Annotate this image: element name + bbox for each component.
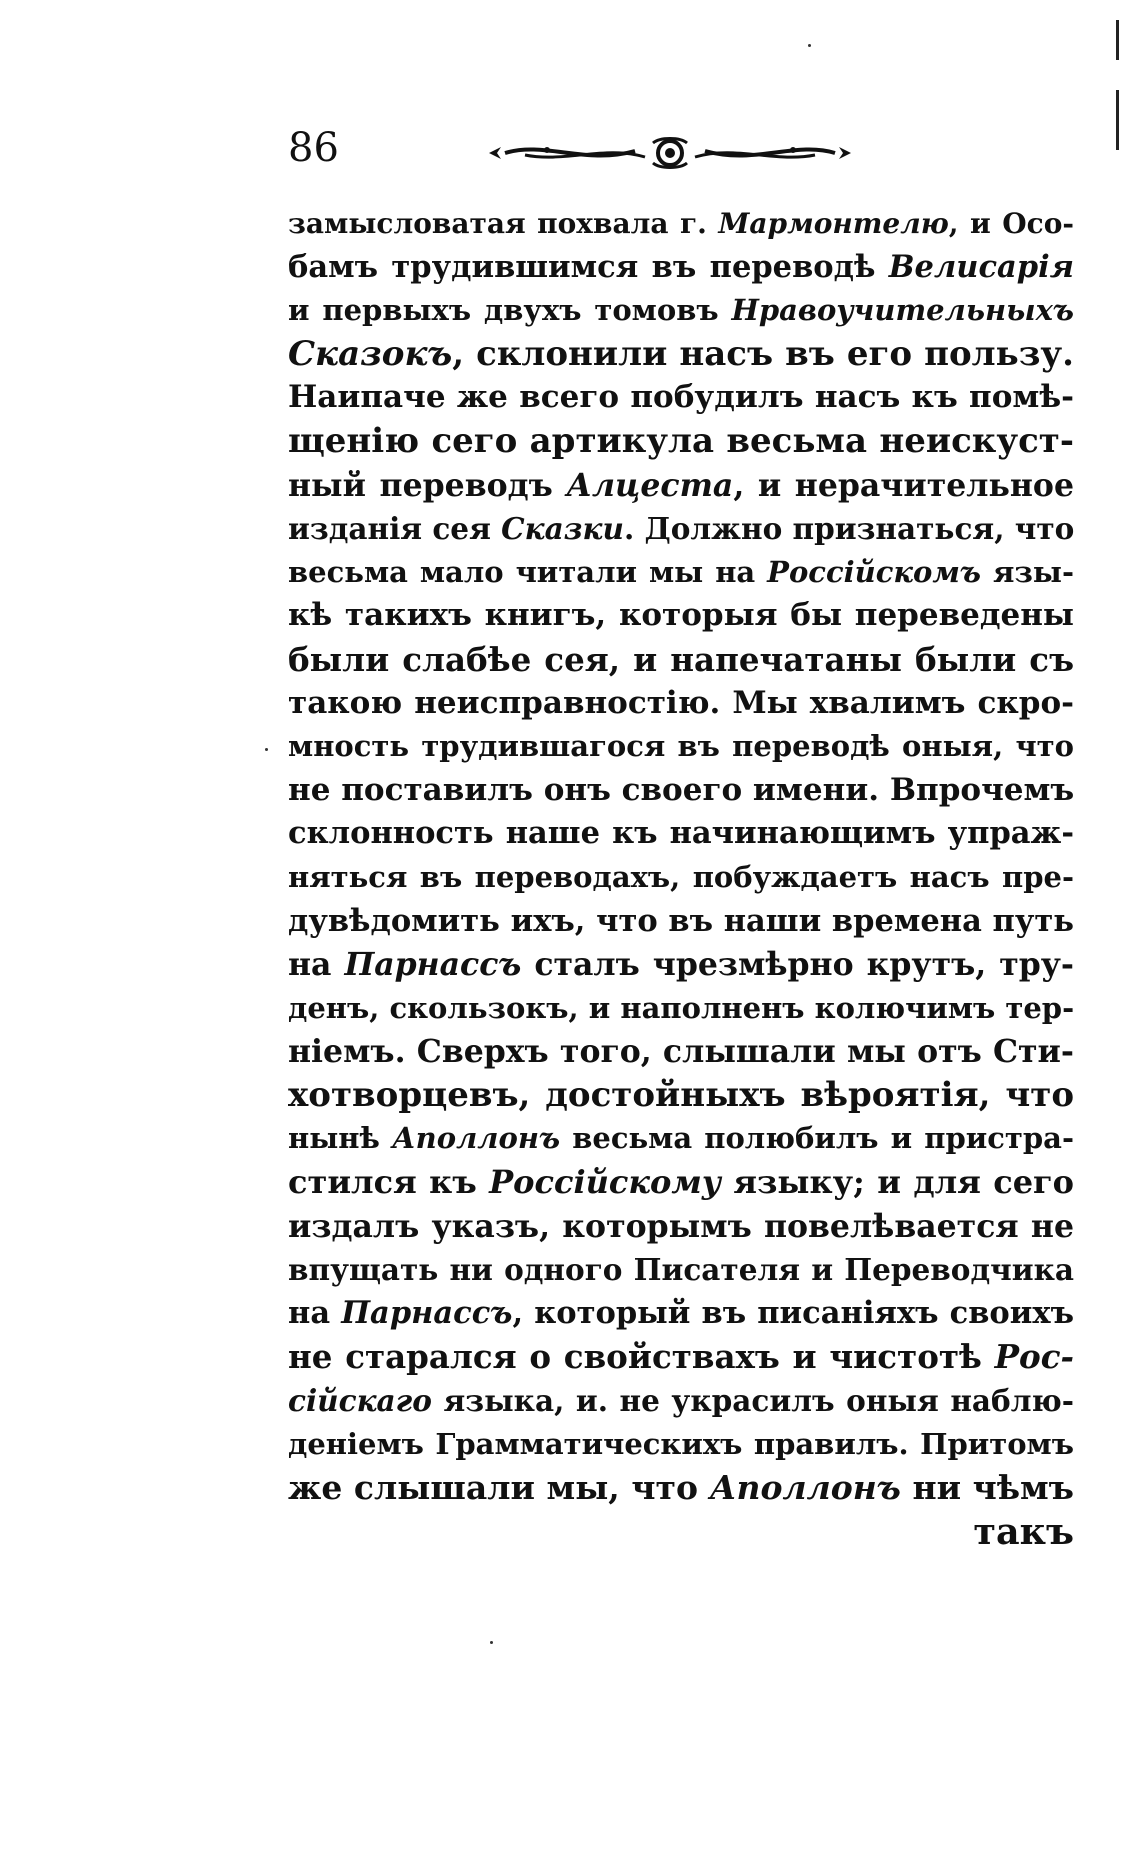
text-run: ніемъ. Сверхъ того, слышали мы отъ Сти-: [288, 1033, 1074, 1071]
text-line: [288, 1248, 1074, 1292]
text-run: мность трудившагося въ переводѣ оныя, что: [288, 729, 1074, 764]
text-run: Наипаче же всего побудилъ насъ къ помѣ-: [288, 379, 1074, 416]
italic-name: Россійскомъ: [767, 554, 982, 589]
italic-name: Аполлонъ: [392, 1121, 561, 1156]
text-run: такою неисправностію. Мы хвалимъ скро-: [288, 684, 1074, 721]
text-line: [288, 464, 1074, 508]
text-line: [288, 812, 1074, 856]
text-line: [288, 638, 1074, 682]
italic-name: Мармонтелю: [718, 207, 949, 240]
text-run: бамъ трудившимся въ переводѣ: [288, 248, 889, 285]
text-run: нынѣ: [288, 1121, 393, 1156]
text-line: [288, 725, 1074, 769]
text-run: такъ: [973, 1509, 1074, 1553]
text-run: , склонили насъ въ его пользу.: [452, 333, 1074, 374]
text-run: изданія сея: [288, 511, 502, 547]
text-run: стился къ: [288, 1163, 490, 1202]
text-line: [288, 202, 1074, 246]
italic-name: Велисарія: [888, 248, 1074, 285]
text-run: склонность наше къ начинающимъ упраж-: [288, 815, 1074, 852]
page-number: 86: [288, 125, 339, 171]
italic-name: Парнассъ: [341, 1294, 513, 1331]
text-run: , и Осо-: [948, 207, 1075, 240]
text-line: [288, 943, 1074, 987]
italic-name: Сказокъ: [288, 333, 453, 374]
text-line: [288, 289, 1074, 333]
text-line: [288, 1335, 1074, 1379]
text-line: [288, 1205, 1074, 1249]
text-run: же слышали мы, что: [288, 1468, 710, 1508]
text-line: [288, 246, 1074, 290]
text-run: замысловатая похвала г.: [288, 207, 719, 240]
text-run: ни чѣмъ: [900, 1468, 1075, 1508]
italic-name: Алцеста: [566, 466, 734, 504]
italic-name: Нравоучительныхъ: [731, 293, 1074, 328]
text-run: язы-: [981, 554, 1074, 589]
text-run: кѣ такихъ книгъ, которыя бы переведены: [288, 597, 1074, 634]
text-line: [288, 1030, 1074, 1074]
italic-name: сійскаго: [288, 1383, 432, 1419]
ornament-divider-icon: [485, 135, 855, 171]
text-run: . Должно признаться, что: [623, 511, 1075, 547]
italic-name: Рос-: [994, 1337, 1074, 1377]
italic-name: Парнассъ: [344, 946, 522, 984]
text-run: дувѣдомить ихъ, что въ наши времена путь: [288, 902, 1074, 939]
text-line: [288, 1117, 1074, 1161]
text-run: и первыхъ двухъ томовъ: [288, 293, 732, 328]
text-line: [288, 376, 1074, 420]
text-run: языку; и для сего: [720, 1163, 1074, 1202]
text-run: на: [288, 946, 345, 984]
text-line: [288, 1161, 1074, 1205]
text-line: [288, 594, 1074, 638]
scan-speck: [808, 44, 811, 47]
text-line: [288, 507, 1074, 551]
text-line: [288, 1379, 1074, 1423]
text-run: на: [288, 1294, 342, 1331]
text-line: [288, 1074, 1074, 1118]
text-run: не поставилъ онъ своего имени. Впрочемъ: [288, 771, 1075, 808]
text-line: [288, 1466, 1074, 1510]
text-run: впущать ни одного Писателя и Переводчика: [288, 1252, 1074, 1288]
scan-edge-mark: [1116, 20, 1119, 60]
text-line: [288, 769, 1074, 813]
text-line: [288, 1510, 1074, 1554]
text-run: ный переводъ: [288, 466, 567, 504]
text-run: издалъ указъ, которымъ повелѣвается не: [288, 1207, 1074, 1245]
text-run: хотворцевъ, достойныхъ вѣроятія, что: [288, 1074, 1074, 1115]
text-run: языка, и. не украсилъ оныя наблю-: [431, 1383, 1074, 1419]
text-line: [288, 333, 1074, 377]
text-line: [288, 1423, 1074, 1467]
text-line: [288, 987, 1074, 1031]
text-line: [288, 682, 1074, 726]
text-run: денъ, скользокъ, и наполненъ колючимъ тер-: [288, 990, 1075, 1025]
italic-name: Сказки: [501, 511, 624, 547]
italic-name: Аполлонъ: [709, 1468, 901, 1508]
text-run: щенію сего артикула весьма неискуст-: [288, 420, 1074, 461]
text-line: [288, 856, 1074, 900]
text-line: [288, 900, 1074, 944]
text-run: весьма полюбилъ и пристра-: [560, 1121, 1075, 1156]
text-run: няться въ переводахъ, побуждаетъ насъ пре-: [288, 859, 1074, 894]
scan-speck: [265, 748, 268, 751]
body-text: [288, 202, 1074, 1553]
italic-name: Россійскому: [489, 1163, 721, 1202]
text-run: не старался о свойствахъ и чистотѣ: [288, 1337, 995, 1377]
text-run: весьма мало читали мы на: [288, 554, 768, 589]
text-run: сталъ чрезмѣрно крутъ, тру-: [521, 946, 1074, 984]
text-run: , который въ писаніяхъ своихъ: [512, 1294, 1074, 1331]
text-line: [288, 1292, 1074, 1336]
scan-speck: [490, 1641, 493, 1644]
text-run: деніемъ Грамматическихъ правилъ. Притомъ: [288, 1426, 1074, 1461]
text-line: [288, 420, 1074, 464]
text-run: , и нерачительное: [733, 466, 1074, 504]
scan-edge-mark: [1116, 90, 1119, 150]
text-line: [288, 551, 1074, 595]
text-run: были слабѣе сея, и напечатаны были съ: [288, 639, 1074, 679]
